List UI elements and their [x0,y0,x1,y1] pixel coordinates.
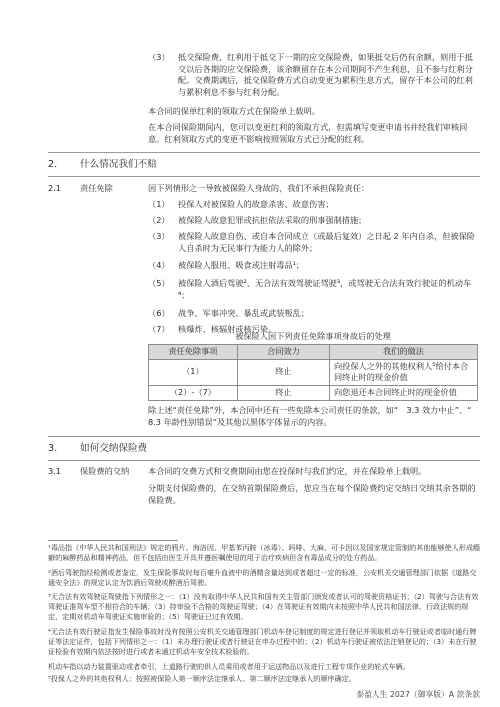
item-number: （7） [148,324,170,334]
item-number: （1） [148,199,170,209]
subsection-title: 保险费的交纳 [80,466,130,476]
other-exclusions-paragraph: 除上述“责任免除”外，本合同中还有一些免除本公司责任的条款，如“ 3.3 效力中止”、“ 8.3 年龄性别错误”及其他以黑体字体显示的内容。 [148,405,480,427]
exclusion-intro: 因下列情形之一导致被保险人身故的，我们不承担保险责任： [148,183,370,193]
dividend-option-item [148,52,478,99]
item-number: （6） [148,308,170,318]
section-number: 3. [48,443,58,454]
exclusion-item [148,215,478,227]
dividend-change-paragraph: 在本合同保险期间内，您可以变更红利的领取方式，但需填写变更申请书并经我们审核同意。红利领取方式的变更不影响按照领取方式已分配的红利。 [148,122,468,144]
item-number: （5） [148,278,170,288]
table-header: 责任免除事项 [149,345,238,360]
exclusion-item [148,278,478,301]
page-footer: 泰盈人生 2027（御享版）A 款条款 [356,690,480,699]
installment-paragraph: 分期支付保险费的，在交纳首期保险费后，您应当在每个保险费约定交纳日交纳其余各期的保险费。 [148,483,476,505]
section-divider [48,436,480,437]
item-text: 战争、军事冲突、暴乱或武装叛乱； [178,308,310,318]
table-cell: 向投保人之外的其他权利人⁵给付本合同终止时的现金价值 [329,359,477,385]
footnote: ⁵投保人之外的其他权利人：按照被保险人第一顺序法定继承人、第二顺序法定继承人的顺序确定。 [48,674,356,683]
table-cell: （2）-（7） [149,385,238,400]
item-text: 投保人对被保险人的故意杀害、故意伤害； [178,199,334,209]
section-divider [48,152,480,153]
subsection-number: 2.1 [48,183,62,193]
item-text: 核爆炸、核辐射或核污染。 [178,324,277,334]
section-title: 什么情况我们不赔 [80,159,157,170]
section-title: 如何交纳保险费 [80,443,148,454]
table-cell: 终止 [237,359,329,385]
premium-payment-paragraph: 本合同的交费方式和交费期间由您在投保时与我们约定，并在保险单上载明。 [148,466,427,476]
footnote: ³无合法有效驾驶证驾驶指下列情形之一：（1）没有取得中华人民共和国有关主管部门颁发或者认可的驾驶资格证书；（2）驾驶与合法有效驾驶证准驾车型不相符合的车辆；（3）持审验不合格的驾驶证驾驶；（4）在驾驶证有效期内未按照中华人民共和国法律、行政法规的规定，定期对机动车驾驶证实施审验的；（5）驾驶证已过有效期。 [48,592,479,621]
subsection-title: 责任免除 [80,183,113,193]
table-row [149,359,478,385]
item-number: （4） [148,260,170,270]
footnote: ²酒后驾驶指经检测或者鉴定，发生保险事故时每百毫升血液中的酒精含量达到或者超过一定的标准，公安机关交通管理部门依据《道路交通安全法》的规定认定为饮酒后驾驶或醉酒后驾驶。 [48,568,477,587]
item-text: 抵交保险费，红利用于抵交下一期的应交保险费，如果抵交后仍有余额，则用于抵交以后各期的应交保险费，该余额留存在本公司期间不产生利息，且不参与红利分配。交费期满后，抵交保险费方式自动变更为累积生息方式，留存于本公司的红利与累积利息不参与红利分配。 [178,52,473,97]
item-text: 被保险人酒后驾驶²、无合法有效驾驶证驾驶³，或驾驶无合法有效行驶证的机动车⁴； [178,278,472,300]
subsection-number: 3.1 [48,466,62,476]
item-text: 被保险人故意犯罪或抗拒依法采取的刑事强制措施； [178,215,367,225]
item-number: （3） [148,231,170,241]
table-header: 合同效力 [237,345,329,360]
table-cell: 向您退还本合同终止时的现金价值 [329,385,477,400]
item-number: （3） [148,52,170,62]
table-cell: （1） [149,359,238,385]
exclusion-item [148,308,478,320]
footnote: ¹毒品指《中华人民共和国刑法》规定的鸦片、海洛因、甲基苯丙胺（冰毒）、吗啡、大麻、可卡因以及国家规定管制的其他能够使人形成瘾癖的麻醉药品和精神药品，但不包括由医生开具并遵医嘱使用的用于治疗疾病但含有毒品成分的处方药品。 [48,543,481,562]
section-divider [48,460,480,461]
table-row [149,385,478,400]
exclusion-item [148,260,478,272]
section-divider [48,176,480,177]
exclusion-table [148,344,478,401]
footnote: ⁴无合法有效行驶证指发生保险事故时没有按照公安机关交通管理部门机动车登记制度的规定进行登记并领取机动车行驶证或者临时通行牌证等法定证件，包括下列情形之一：（1）未办理行驶证或者行驶证在申办过程中的；（2）机动车行驶证被依法注销登记的；（3）未在行驶证检验有效期内依法按时进行或者未通过机动车安全技术检验的。 [48,627,477,656]
item-text: 被保险人故意自伤、或自本合同成立（或最后复效）之日起 2 年内自杀，但被保险人自杀时为无民事行为能力人的除外； [178,231,475,253]
table-cell: 终止 [237,385,329,400]
table-header: 我们的做法 [329,345,477,360]
item-text: 被保险人服用、吸食或注射毒品¹； [178,260,305,270]
table-caption: 被保险人因下列责任免除事项身故后的处理 [235,331,391,341]
exclusion-item [148,199,478,211]
footnote-rule [48,540,178,541]
item-number: （2） [148,215,170,225]
dividend-method-paragraph: 本合同的保单红利的领取方式在保险单上载明。 [148,106,320,116]
footnote: 机动车指以动力装置驱动或者牵引，上道路行驶的供人员乘用或者用于运送物品以及进行工程专项作业的轮式车辆。 [48,662,410,671]
exclusion-item [148,231,478,254]
table-header-row [149,345,478,360]
section-number: 2. [48,159,58,170]
